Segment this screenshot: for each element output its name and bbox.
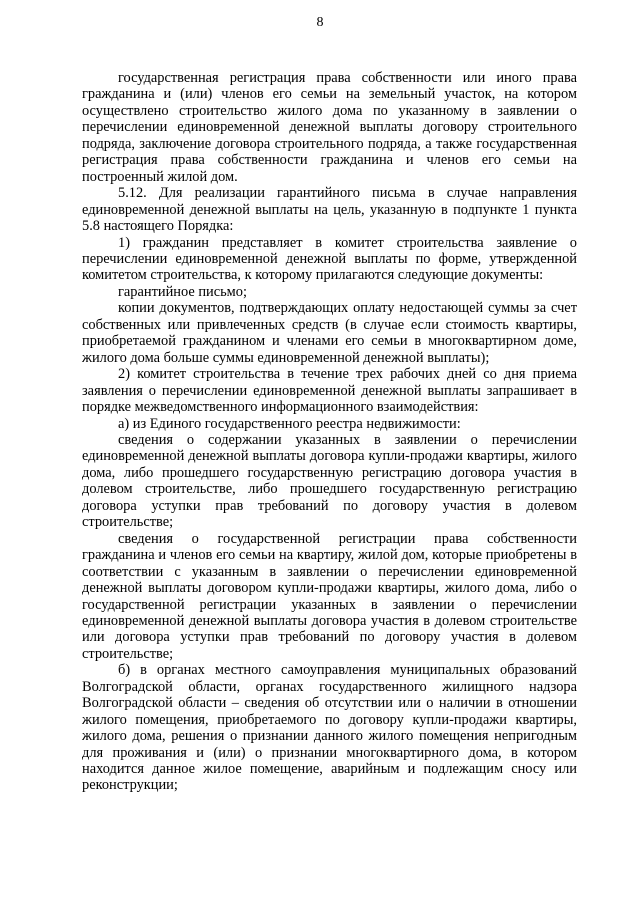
page-number: 8 xyxy=(316,15,324,30)
paragraph-registration-land: государственная регистрация права собственности или иного права гражданина и (или) членов его семьи на земельный участок, на котором осуществлено строительство жилого дома по указанному в заявлении о перечислении единовременной денежной выплаты договору строительного подряда, заключение договора строительного подряда, а также государственная регистрация права собственности гражданина и членов его семьи на построенный жилой дом. xyxy=(82,70,577,185)
paragraph-item-a: а) из Единого государственного реестра недвижимости: xyxy=(118,415,461,432)
paragraph-item-2: 2) комитет строительства в течение трех рабочих дней со дня приема заявления о перечислении единовременной денежной выплаты запрашивает в порядке межведомственного информационного взаимодействия: xyxy=(82,366,577,416)
paragraph-contract-info: сведения о содержании указанных в заявлении о перечислении единовременной денежной выплаты договора купли-продажи квартиры, жилого дома, либо прошедшего государственную регистрацию договора участия в долевом строительстве, либо прошедшего государственную регистрацию договора уступки прав требований по договору участия в долевом строительстве; xyxy=(82,431,577,531)
paragraph-item-b: б) в органах местного самоуправления муниципальных образований Волгоградской области, органах государственного жилищного надзора Волгоградской области – сведения об отсутствии или о наличии в отношении жилого помещения, приобретаемого по договору купли-продажи квартиры, жилого дома, решения о признании данного жилого помещения непригодным для проживания и (или) о признании многоквартирного дома, в котором находится данное жилое помещение, аварийным и подлежащим сносу или реконструкции; xyxy=(82,662,577,794)
paragraph-guarantee-letter: гарантийное письмо; xyxy=(118,283,247,300)
paragraph-ownership-info: сведения о государственной регистрации права собственности гражданина и членов его семьи на квартиру, жилой дом, которые приобретены в соответствии с указанным в заявлении о перечислении единовременной денежной выплаты договором купли-продажи квартиры, жилого дома, либо о государственной регистрации указанных в заявлении о перечислении единовременной денежной выплаты договора участия в долевом строительстве или договора уступки прав требований по договору участия в долевом строительстве; xyxy=(82,530,577,662)
paragraph-payment-copies: копии документов, подтверждающих оплату недостающей суммы за счет собственных или привлеченных средств (в случае если стоимость квартиры, приобретаемой гражданином и членами его семьи в многоквартирном доме, жилого дома больше суммы единовременной денежной выплаты); xyxy=(82,300,577,366)
paragraph-5-12: 5.12. Для реализации гарантийного письма в случае направления единовременной денежной выплаты на цель, указанную в подпункте 1 пункта 5.8 настоящего Порядка: xyxy=(82,185,577,235)
paragraph-item-1: 1) гражданин представляет в комитет строительства заявление о перечислении единовременной денежной выплаты по форме, утвержденной комитетом строительства, к которому прилагаются следующие документы: xyxy=(82,234,577,284)
document-body xyxy=(82,70,577,794)
